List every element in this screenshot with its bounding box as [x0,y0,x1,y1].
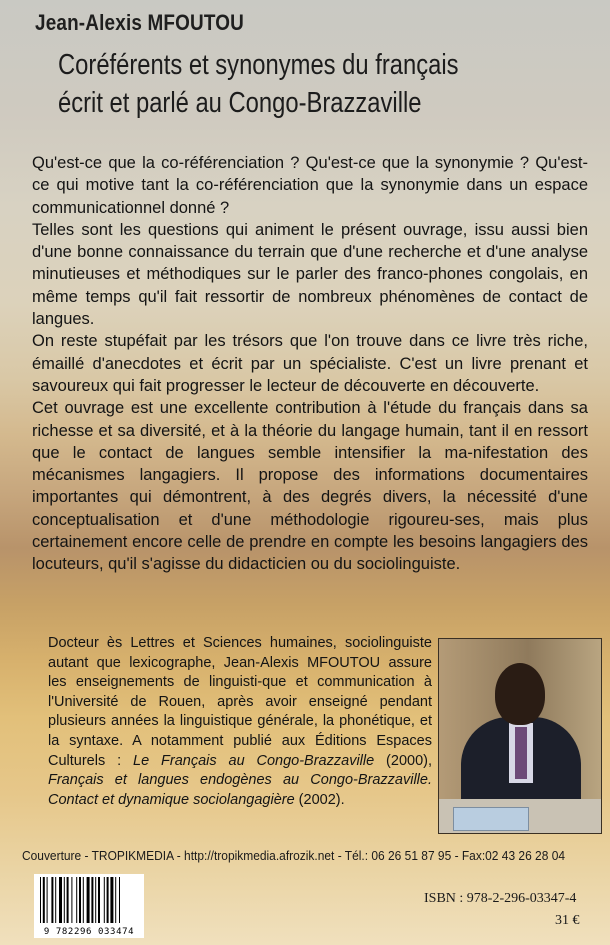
title-line-1: Coréférents et synonymes du français [58,49,459,81]
price: 31 € [555,913,580,928]
book-title [58,46,484,122]
bio-book-1: Le Français au Congo-Brazzaville [133,752,375,769]
blurb-paragraph-4: Cet ouvrage est une excellente contribution à l'étude du français dans sa richesse et sa diversité, et à la théorie du langage humain, tant il en ressort que le contact de langues semble intensifier la ma-nifestation des mécanismes langagiers. Il propose des informations documentaires importantes qui démontrent, à des degrés divers, la nécessité d'une conceptualisation et d'une méthodologie rigoureu-ses, mais plus certainement encore celle de prendre en compte les besoins langagiers des locuteurs, qu'il s'agisse du didacticien ou du sociolinguiste. [32,399,588,574]
barcode-digits: 9 782296 033474 [34,927,144,937]
title-line-2: écrit et parlé au Congo-Brazzaville [58,87,422,119]
bio-text: Docteur ès Lettres et Sciences humaines, sociolinguiste autant que lexicographe, Jean-Alexis MFOUTOU assure les enseignements de linguisti-que et communication à l'Université de Rouen, après avoir enseigné pendant plusieurs années la linguistique générale, la phonétique, et la syntaxe. A notamment publié aux Éditions Espaces Culturels : [48,635,432,769]
blurb-paragraph-2: Telles sont les questions qui animent le présent ouvrage, issu aussi bien d'une bonne connaissance du terrain que d'une recherche et d'une analyse minutieuses et méthodiques sur le parler des franco-phones congolais, en même temps qu'il fait ressortir de nombreux phénomènes de contact de langues. [32,220,588,329]
bio-book-1-year: (2000), [374,752,432,769]
barcode-bars [34,874,144,926]
photo-book [453,807,529,831]
bio-book-2-year: (2002). [294,791,345,808]
blurb-paragraph-1: Qu'est-ce que la co-référenciation ? Qu'est-ce que la synonymie ? Qu'est-ce qui motive tant la co-référenciation que la synonymie dans un espace communicationnel donné ? [32,154,588,217]
author-name: Jean-Alexis MFOUTOU [35,10,244,35]
barcode [34,874,144,938]
cover-credits: Couverture - TROPIKMEDIA - http://tropikmedia.afrozik.net - Tél.: 06 26 51 87 95 - Fax:02 43 26 28 04 [22,848,566,863]
author-photo [438,638,602,834]
photo-head [495,663,545,725]
blurb [32,152,588,576]
photo-tie [515,727,527,779]
author-bio [48,634,432,810]
isbn: ISBN : 978-2-296-03347-4 [424,891,577,906]
blurb-paragraph-3: On reste stupéfait par les trésors que l'on trouve dans ce livre très riche, émaillé d'anecdotes et écrit par un spécialiste. C'est un livre prenant et savoureux qui fait progresser le lecteur de découverte en découverte. [32,332,588,395]
bio-book-2: Français et langues endogènes au Congo-Brazzaville. Contact et dynamique sociolangagière [48,772,432,808]
